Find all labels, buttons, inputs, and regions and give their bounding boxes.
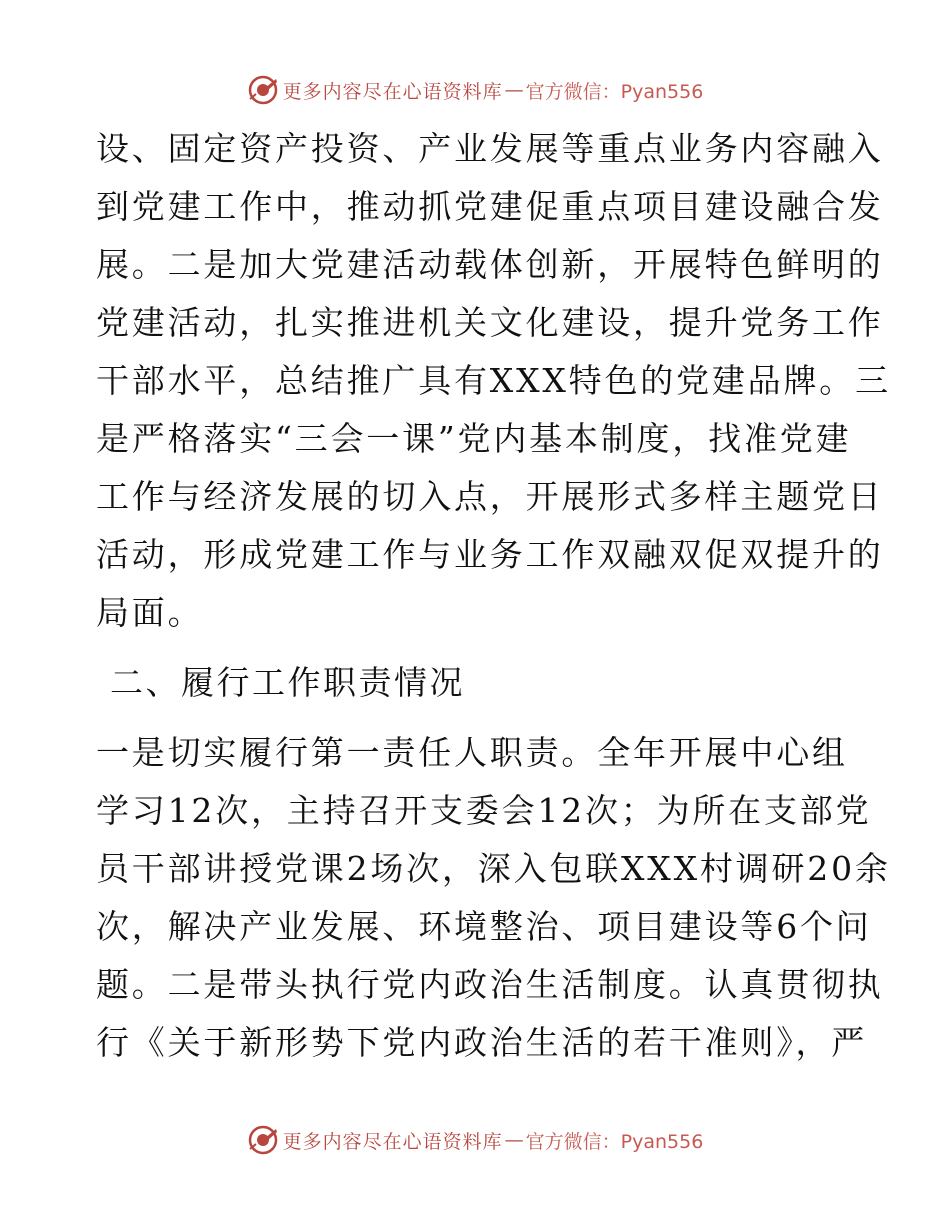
text-line: 行《关于新形势下党内政治生活的若干准则》，严	[96, 1023, 868, 1062]
text-line: 活动，形成党建工作与业务工作双融双促双提升的	[96, 535, 884, 574]
footer-watermark-banner	[0, 1120, 950, 1160]
header-watermark-banner	[0, 70, 950, 110]
text-line: 是严格落实“三会一课”党内基本制度，找准党建	[96, 419, 852, 458]
text-line: 学习12次，主持召开支委会12次；为所在支部党	[96, 791, 872, 830]
watermark-text: 更多内容尽在心语资料库	[282, 1130, 503, 1153]
watermark-separator: —	[504, 1129, 524, 1151]
text-line: 干部水平，总结推广具有XXX特色的党建品牌。三	[96, 361, 891, 400]
text-line: 设、固定资产投资、产业发展等重点业务内容融入	[96, 129, 884, 168]
text-line: 展。二是加大党建活动载体创新，开展特色鲜明的	[96, 245, 884, 284]
paragraph-1	[96, 120, 891, 642]
watermark-wechat: 官方微信：Pyan556	[525, 80, 704, 103]
watermark-text: 更多内容尽在心语资料库	[282, 80, 503, 103]
section-heading: 二、履行工作职责情况	[110, 663, 465, 702]
text-line: 党建活动，扎实推进机关文化建设，提升党务工作	[96, 303, 884, 342]
text-line: 次，解决产业发展、环境整治、项目建设等6个问	[96, 907, 872, 946]
watermark-wechat: 官方微信：Pyan556	[525, 1130, 704, 1153]
pen-logo-icon	[247, 74, 279, 106]
text-line: 题。二是带头执行党内政治生活制度。认真贯彻执	[96, 965, 884, 1004]
text-line: 局面。	[96, 593, 204, 632]
text-line: 工作与经济发展的切入点，开展形式多样主题党日	[96, 477, 884, 516]
text-line: 到党建工作中，推动抓党建促重点项目建设融合发	[96, 187, 884, 226]
text-line: 一是切实履行第一责任人职责。全年开展中心组	[96, 733, 848, 772]
watermark-separator: —	[504, 79, 524, 101]
document-body	[96, 120, 891, 1072]
text-line: 员干部讲授党课2场次，深入包联XXX村调研20余	[96, 849, 891, 888]
paragraph-2	[96, 724, 891, 1072]
pen-logo-icon	[247, 1124, 279, 1156]
